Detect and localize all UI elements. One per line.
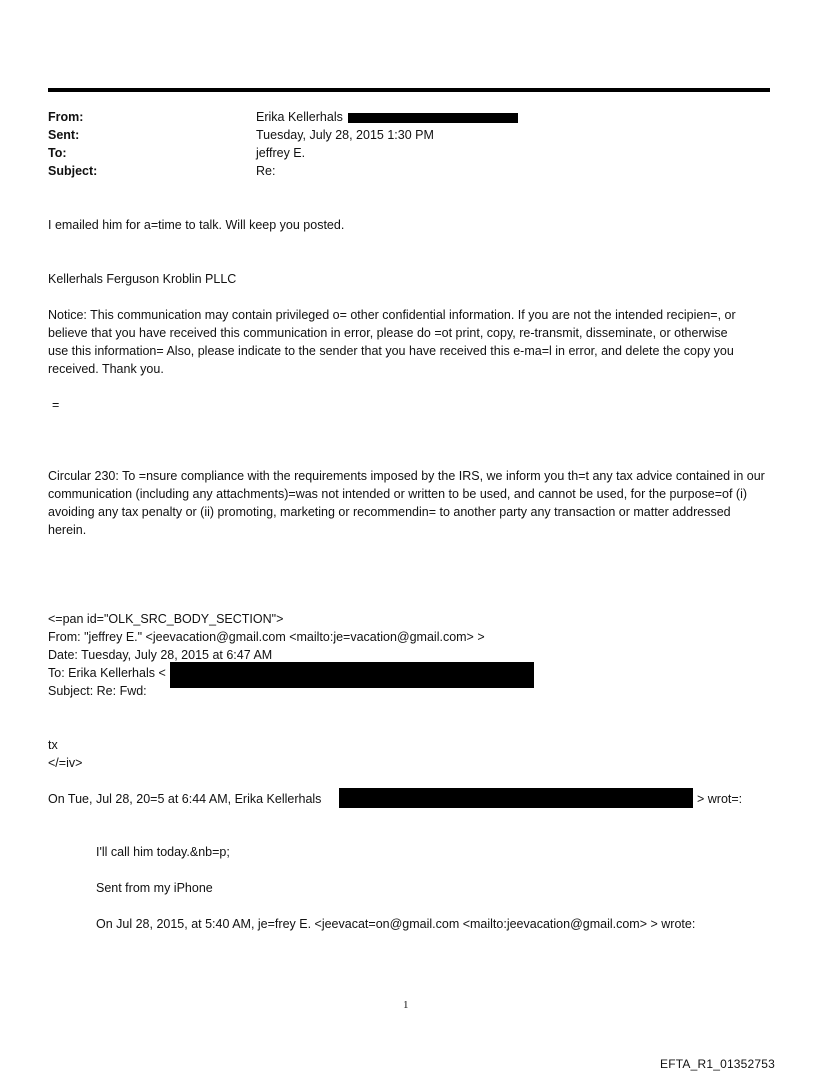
sent-from-line: Sent from my iPhone xyxy=(96,881,213,895)
quoted-span-tag: <=pan id="OLK_SRC_BODY_SECTION"> xyxy=(48,612,284,626)
quoted-subject: Subject: Re: Fwd: xyxy=(48,684,147,698)
page-number: 1 xyxy=(403,999,409,1011)
from-name: Erika Kellerhals xyxy=(256,110,343,124)
redaction-bar xyxy=(170,662,534,688)
redaction-bar xyxy=(348,113,518,123)
firm-name: Kellerhals Ferguson Kroblin PLLC xyxy=(48,272,237,286)
notice-paragraph: Notice: This communication may contain privileged o= other confidential information. If you are not the intended recipien=, or believe that you have received this communication in error, please do =ot print, copy, re-transmit, disseminate, or otherwise use this information= Also, please indicate to the sender that you have received this e-ma=l in error, and delete the copy you received. Thank you. xyxy=(48,308,736,376)
document-id: EFTA_R1_01352753 xyxy=(660,1057,776,1071)
quoted-to xyxy=(48,664,166,682)
wrote-text: > wrot=: xyxy=(697,792,743,806)
on-jul-line: On Jul 28, 2015, at 5:40 AM, je=frey E. <jeevacat=on@gmail.com <mailto:jeevacation@gmail.com> > wrote: xyxy=(96,917,696,931)
to-value: jeffrey E. xyxy=(256,146,306,160)
quoted-from: From: "jeffrey E." <jeevacation@gmail.com <mailto:je=vacation@gmail.com> > xyxy=(48,630,485,644)
equals-sign: = xyxy=(52,398,60,412)
sent-value: Tuesday, July 28, 2015 1:30 PM xyxy=(256,128,434,142)
circular-230-paragraph: Circular 230: To =nsure compliance with the requirements imposed by the IRS, we inform you th=t any tax advice contained in our communication (including any attachments)=was not intended or written to be used, and cannot be used, for the purpose=of (i) avoiding any tax penalty or (ii) promoting, marketing or recommendin= to another party any transaction or matter addressed herein. xyxy=(48,469,765,537)
body-line-1: I emailed him for a=time to talk. Will keep you posted. xyxy=(48,218,345,232)
quoted-to-text: To: Erika Kellerhals < xyxy=(48,666,166,680)
sent-label: Sent: xyxy=(48,128,80,142)
subject-label: Subject: xyxy=(48,164,98,178)
quoted-tx: tx xyxy=(48,738,58,752)
header-rule xyxy=(48,88,770,92)
on-tue-line: On Tue, Jul 28, 20=5 at 6:44 AM, Erika Kellerhals xyxy=(48,792,322,806)
to-label: To: xyxy=(48,146,67,160)
from-value xyxy=(256,108,518,126)
call-line: I'll call him today.&nb=p; xyxy=(96,845,230,859)
redaction-bar xyxy=(339,788,693,808)
from-label: From: xyxy=(48,110,84,124)
quoted-div-close: </=iv> xyxy=(48,756,83,770)
subject-value: Re: xyxy=(256,164,276,178)
quoted-date: Date: Tuesday, July 28, 2015 at 6:47 AM xyxy=(48,648,273,662)
